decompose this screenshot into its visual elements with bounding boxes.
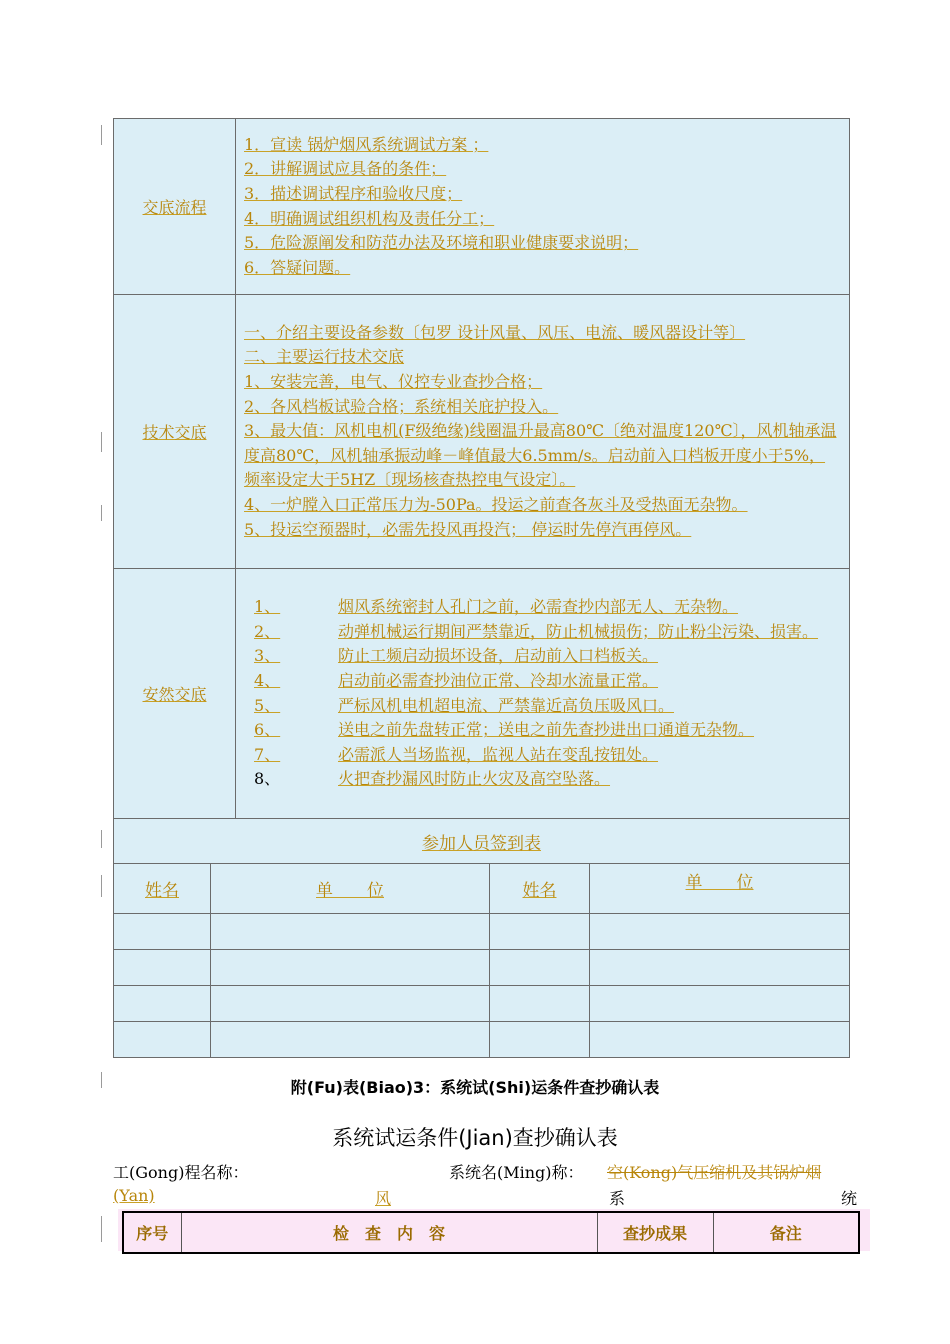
signin-title: 参加人员签到表: [422, 833, 541, 854]
technical-item: 2、各风档板试验合格；系统相关庇护投入。: [244, 396, 559, 416]
safety-item: 5、 严标风机电机超电流、严禁靠近高负压吸风口。: [254, 695, 675, 715]
technical-item: 5、投运空预器时，必需先投风再投汽； 停运时先停汽再停风。: [244, 519, 692, 539]
technical-item: 3、最大值：风机电机(F级绝缘)线圈温升最高80℃〔绝对温度120℃〕，风机轴承温度高80℃，风机轴承振动峰－峰值最大6.5mm/s。启动前入口档板开度小于5%，频率设定大于5HZ〔现场核查热控电气设定〕。: [244, 421, 837, 490]
check-table: [122, 1211, 860, 1254]
signin-row: [114, 914, 850, 950]
briefing-table: [113, 118, 850, 819]
signin-row: [114, 950, 850, 986]
margin-mark: [101, 432, 102, 452]
col-header-result: 查抄成果: [597, 1212, 713, 1253]
margin-mark: [101, 125, 102, 145]
project-name-label: 工(Gong)程名称：: [113, 1163, 249, 1182]
signin-row: [114, 1022, 850, 1058]
process-item: 3．描述调试程序和验收尺度；: [244, 183, 463, 203]
process-item: 2．讲解调试应具备的条件；: [244, 159, 447, 179]
safety-item: 3、 防止工频启动损坏设备，启动前入口档板关。: [254, 646, 659, 666]
process-item: 1．宣读 锅炉烟风系统调试方案 ；: [244, 134, 489, 154]
signin-row: [114, 986, 850, 1022]
safety-item: 4、 启动前必需查抄油位正常、冷却水流量正常。: [254, 670, 659, 690]
check-header-row: [123, 1212, 859, 1253]
section-label-process: 交底流程: [142, 198, 207, 217]
name-header: 姓名: [522, 881, 557, 901]
process-item: 6．答疑问题。: [244, 257, 351, 277]
project-line: [113, 1160, 859, 1183]
system-name-value-cont: 系: [609, 1189, 626, 1208]
safety-item: 8、 火把查抄漏风时防止火灾及高空坠落。: [254, 769, 611, 789]
process-item: 5．危险源阐发和防范办法及环境和职业健康要求说明；: [244, 233, 639, 253]
col-header-content: 检 查 内 容: [181, 1212, 597, 1253]
technical-item: 4、一炉膛入口正常压力为-50Pa。投运之前查各灰斗及受热面无杂物。: [244, 494, 748, 514]
system-name-value-cont: 风: [375, 1186, 607, 1210]
system-name-value: 空(Kong)气压缩机及其锅炉烟: [607, 1163, 822, 1182]
system-name-value-cont: 统: [841, 1189, 858, 1208]
col-header-index: 序号: [123, 1212, 181, 1253]
name-header: 姓名: [145, 881, 179, 901]
system-name-value-cont: (Yan): [113, 1186, 155, 1205]
section-label-safety: 安然交底: [142, 685, 207, 704]
appendix-title: 附(Fu)表(Biao)3：系统试(Shi)运条件查抄确认表: [290, 1078, 660, 1097]
technical-item: 1、安装完善，电气、仪控专业查抄合格；: [244, 372, 543, 392]
unit-header: 单 位: [685, 873, 754, 893]
margin-mark: [101, 1216, 102, 1242]
section-row-process: [114, 119, 850, 295]
process-item: 4．明确调试组织机构及责任分工；: [244, 208, 495, 228]
signin-header-row: [114, 864, 850, 914]
project-line-cont: [113, 1186, 859, 1208]
section-row-technical: [114, 295, 850, 569]
system-name-label: 系统名(Ming)称：: [449, 1163, 584, 1182]
margin-mark: [101, 875, 102, 897]
signin-table: [113, 818, 850, 1058]
col-header-remarks: 备注: [713, 1212, 859, 1253]
technical-item: 一、介绍主要设备参数〔包罗 设计风量、风压、电流、暖风器设计等〕: [244, 322, 746, 342]
margin-mark: [101, 830, 102, 848]
safety-item: 2、 动弹机械运行期间严禁靠近，防止机械损伤；防止粉尘污染、损害。: [254, 621, 819, 641]
safety-item: 1、 烟风系统密封人孔门之前，必需查抄内部无人、无杂物。: [254, 597, 739, 617]
section-label-technical: 技术交底: [142, 423, 207, 442]
margin-mark: [101, 505, 102, 521]
safety-item: 7、 必需派人当场监视，监视人站在变乱按钮处。: [254, 744, 659, 764]
technical-item: 二、主要运行技术交底: [244, 347, 405, 367]
unit-header: 单 位: [316, 881, 384, 901]
safety-item: 6、 送电之前先盘转正常；送电之前先查抄进出口通道无杂物。: [254, 720, 755, 740]
form-title: 系统试运条件(Jian)查抄确认表: [332, 1126, 618, 1150]
section-row-safety: [114, 569, 850, 819]
